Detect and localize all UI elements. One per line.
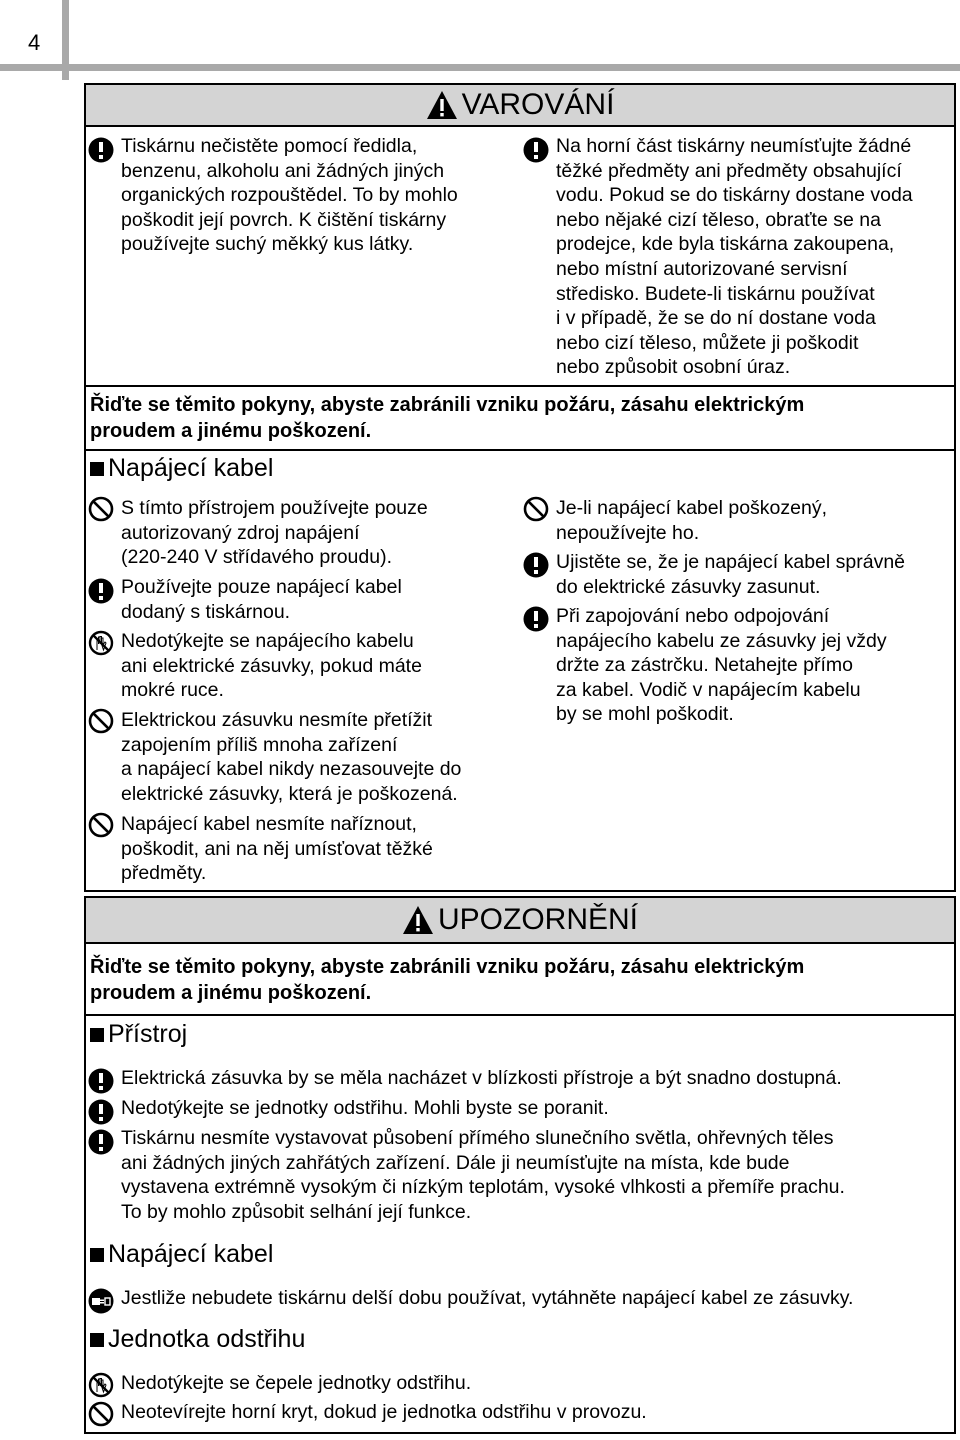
prohibited-icon bbox=[88, 1401, 114, 1427]
square-bullet bbox=[90, 1028, 104, 1042]
list-item: Nedotýkejte se napájecího kabelu ani elektrické zásuvky, pokud máte mokré ruce. bbox=[121, 630, 422, 702]
prohibited-icon bbox=[88, 496, 114, 522]
section-heading-power-cord bbox=[90, 454, 273, 483]
section-heading-label: Jednotka odstřihu bbox=[108, 1325, 306, 1353]
warning-left-text: Tiskárnu nečistěte pomocí ředidla, benzenu, alkoholu ani žádných jiných organických rozpouštědel. To by mohlo poškodit její povrch. K čištění tiskárny používejte suchý měkký kus látky. bbox=[121, 135, 458, 256]
square-bullet bbox=[90, 462, 104, 476]
caution-divider-1 bbox=[86, 1014, 954, 1016]
list-item: Elektrická zásuvka by se měla nacházet v blízkosti přístroje a být snadno dostupná. bbox=[121, 1067, 842, 1089]
section-heading-label: Napájecí kabel bbox=[108, 454, 274, 482]
mandatory-icon bbox=[523, 606, 549, 632]
no-touch-icon bbox=[88, 630, 114, 656]
mandatory-icon bbox=[88, 1099, 114, 1125]
prohibited-icon bbox=[523, 496, 549, 522]
list-item: Při zapojování nebo odpojování napájecího kabelu ze zásuvky jej vždy držte za zástrčku. Netahejte přímo za kabel. Vodič v napájecím kabelu by se mohl poškodit. bbox=[556, 605, 887, 726]
list-item: S tímto přístrojem používejte pouze autorizovaný zdroj napájení (220-240 V střídavého proudu). bbox=[121, 497, 428, 569]
prohibited-icon bbox=[88, 812, 114, 838]
mandatory-icon bbox=[523, 137, 549, 163]
section-heading-label: Napájecí kabel bbox=[108, 1240, 274, 1268]
warning-title: VAROVÁNÍ bbox=[461, 88, 615, 121]
header-horizontal-bar bbox=[0, 64, 960, 71]
caution-header bbox=[86, 898, 954, 944]
list-item: Nedotýkejte se jednotky odstřihu. Mohli byste se poranit. bbox=[121, 1097, 609, 1119]
square-bullet bbox=[90, 1248, 104, 1262]
list-item: Ujistěte se, že je napájecí kabel správně do elektrické zásuvky zasunut. bbox=[556, 551, 906, 598]
no-touch-icon bbox=[88, 1372, 114, 1398]
warning-triangle-icon bbox=[402, 905, 434, 935]
list-item: Jestliže nebudete tiskárnu delší dobu používat, vytáhněte napájecí kabel ze zásuvky. bbox=[121, 1287, 854, 1309]
caution-instruction: Řiďte se těmito pokyny, abyste zabránili vzniku požáru, zásahu elektrickým proudem a jinému poškození. bbox=[90, 956, 805, 1004]
list-item: Je-li napájecí kabel poškozený, nepoužívejte ho. bbox=[556, 497, 827, 544]
list-item: Napájecí kabel nesmíte naříznout, poškodit, ani na něj umísťovat těžké předměty. bbox=[121, 813, 433, 885]
list-item: Používejte pouze napájecí kabel dodaný s tiskárnou. bbox=[121, 576, 402, 623]
warning-divider-2 bbox=[86, 449, 954, 451]
section-heading-label: Přístroj bbox=[108, 1020, 188, 1048]
mandatory-icon bbox=[523, 552, 549, 578]
list-item: Elektrickou zásuvku nesmíte přetížit zapojením příliš mnoha zařízení a napájecí kabel nikdy nezasouvejte do elektrické zásuvky, která je poškozená. bbox=[121, 709, 462, 805]
caution-title: UPOZORNĚNÍ bbox=[437, 903, 638, 936]
unplug-icon bbox=[88, 1288, 114, 1314]
mandatory-icon bbox=[88, 1068, 114, 1094]
section-heading-power-cord bbox=[90, 1240, 273, 1269]
list-item: Nedotýkejte se čepele jednotky odstřihu. bbox=[121, 1372, 472, 1394]
mandatory-icon bbox=[88, 1129, 114, 1155]
warning-triangle-icon bbox=[426, 90, 458, 120]
warning-right-text: Na horní část tiskárny neumísťujte žádné těžké předměty ani předměty obsahující vodu. Pokud se do tiskárny dostane voda nebo nějaké cizí těleso, obraťte se na prodejce, kde byla tiskárna zakoupena, nebo místní autorizované servisní středisko. Budete-li tiskárnu používat i v případě, že se do ní dostane voda nebo cizí těleso, můžete ji poškodit nebo způsobit osobní úraz. bbox=[556, 135, 913, 379]
page-number: 4 bbox=[28, 30, 41, 55]
warning-header bbox=[86, 85, 954, 127]
section-heading-cutter bbox=[90, 1325, 305, 1354]
list-item: Tiskárnu nesmíte vystavovat působení přímého slunečního světla, ohřevných těles ani žádných jiných zahřátých zařízení. Dále ji neumísťujte na místa, kde bude vystavena extrémně vysokým či nízkým teplotám, vysoké vlhkosti a přemíře prachu. To by mohlo způsobit selhání její funkce. bbox=[121, 1127, 845, 1223]
prohibited-icon bbox=[88, 708, 114, 734]
list-item: Neotevírejte horní kryt, dokud je jednotka odstřihu v provozu. bbox=[121, 1401, 647, 1423]
square-bullet bbox=[90, 1333, 104, 1347]
warning-divider-1 bbox=[86, 385, 954, 387]
mandatory-icon bbox=[88, 578, 114, 604]
section-heading-device bbox=[90, 1020, 187, 1049]
warning-instruction: Řiďte se těmito pokyny, abyste zabránili vzniku požáru, zásahu elektrickým proudem a jinému poškození. bbox=[90, 394, 805, 442]
mandatory-icon bbox=[88, 137, 114, 163]
